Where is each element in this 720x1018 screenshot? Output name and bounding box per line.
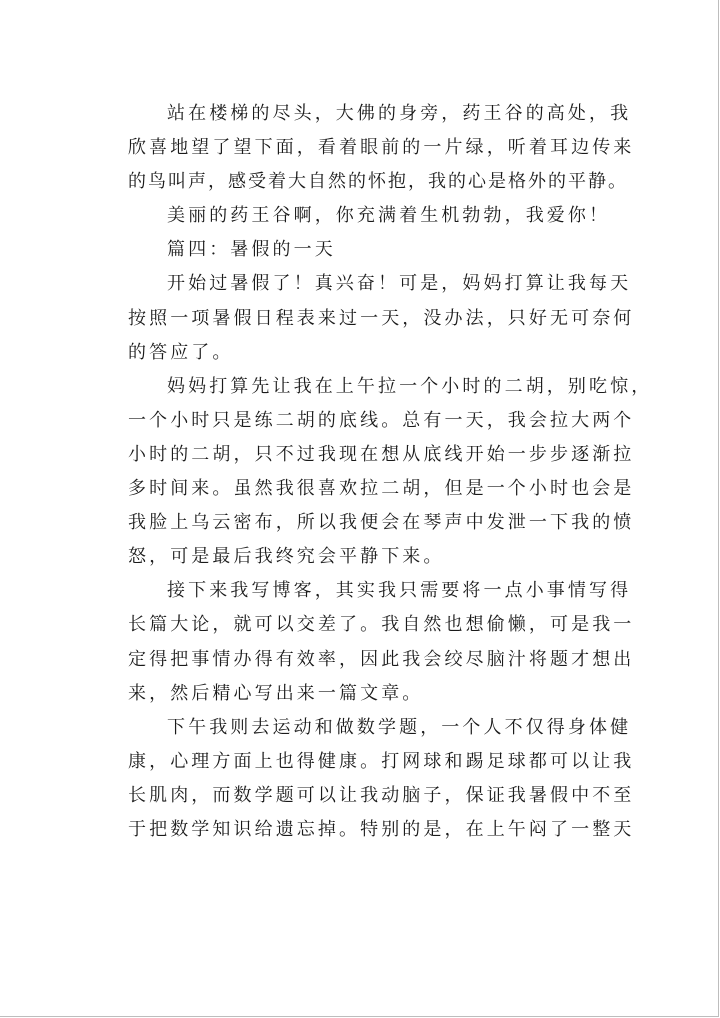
text-line: 长肌肉，而数学题可以让我动脑子，保证我暑假中不至	[128, 784, 635, 806]
text-line: 一个小时只是练二胡的底线。总有一天，我会拉大两个	[128, 409, 635, 431]
text-line: 我脸上乌云密布，所以我便会在琴声中发泄一下我的愤	[128, 512, 635, 534]
text-line: 下午我则去运动和做数学题，一个人不仅得身体健	[167, 716, 632, 738]
text-line: 于把数学知识给遗忘掉。特别的是，在上午闷了一整天	[128, 818, 635, 840]
text-line: 小时的二胡，只不过我现在想从底线开始一步步逐渐拉	[128, 443, 635, 465]
text-line: 来，然后精心写出来一篇文章。	[128, 682, 424, 704]
text-line: 接下来我写博客，其实我只需要将一点小事情写得	[167, 580, 632, 602]
text-line: 开始过暑假了！真兴奋！可是，妈妈打算让我每天	[167, 273, 632, 295]
text-line: 欣喜地望了望下面，看着眼前的一片绿，听着耳边传来	[128, 137, 635, 159]
text-line: 康，心理方面上也得健康。打网球和踢足球都可以让我	[128, 750, 635, 772]
text-line: 怒，可是最后我终究会平静下来。	[128, 546, 445, 568]
section-heading: 篇四：暑假的一天	[167, 239, 336, 261]
article-body	[128, 97, 653, 847]
text-line: 长篇大论，就可以交差了。我自然也想偷懒，可是我一	[128, 614, 635, 636]
text-line: 的答应了。	[128, 341, 234, 363]
text-line: 定得把事情办得有效率，因此我会绞尽脑汁将题才想出	[128, 648, 635, 670]
text-line: 美丽的药王谷啊，你充满着生机勃勃，我爱你！	[167, 205, 611, 227]
text-line: 妈妈打算先让我在上午拉一个小时的二胡，别吃惊，	[167, 375, 653, 397]
text-line: 多时间来。虽然我很喜欢拉二胡，但是一个小时也会是	[128, 478, 635, 500]
text-line: 按照一项暑假日程表来过一天，没办法，只好无可奈何	[128, 307, 635, 329]
text-line: 站在楼梯的尽头，大佛的身旁，药王谷的高处，我	[167, 103, 632, 124]
text-line: 的鸟叫声，感受着大自然的怀抱，我的心是格外的平静。	[128, 171, 628, 193]
